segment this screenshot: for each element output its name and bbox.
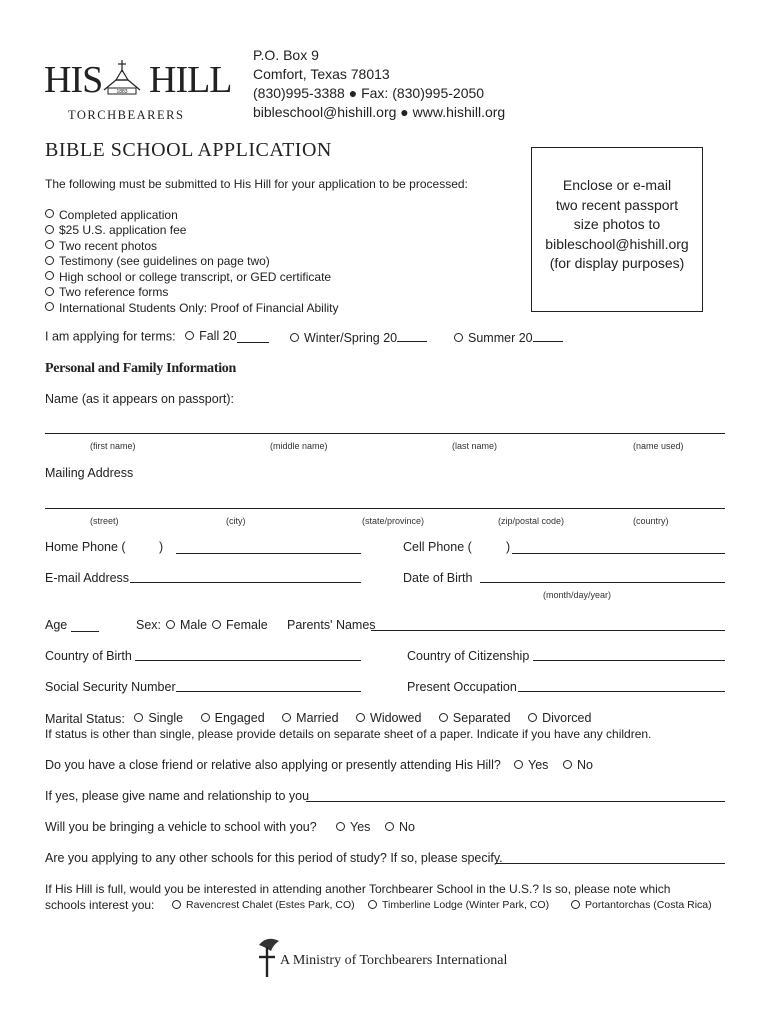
first-name-hint: (first name) [90, 441, 136, 451]
requirement-item[interactable]: Two recent photos [45, 238, 339, 254]
occupation-label: Present Occupation [407, 680, 517, 694]
photo-box-line-5: (for display purposes) [549, 255, 685, 271]
radio-circle-icon[interactable] [356, 713, 365, 722]
citizenship-label: Country of Citizenship [407, 649, 530, 663]
term-summer-option[interactable]: Summer 20 [454, 329, 563, 345]
footer-ministry: A Ministry of Torchbearers International [280, 953, 508, 968]
age-field[interactable] [71, 631, 99, 632]
parents-field[interactable] [371, 630, 725, 631]
ssn-field[interactable] [176, 691, 361, 692]
logo-hill: HILL [149, 59, 232, 101]
requirement-item[interactable]: Testimony (see guidelines on page two) [45, 254, 339, 270]
term-fall-option[interactable]: Fall 20 [185, 329, 269, 343]
friend-yes-option[interactable]: Yes [514, 758, 548, 772]
radio-circle-icon[interactable] [290, 333, 299, 342]
checkbox-circle-icon[interactable] [45, 209, 54, 218]
email-label: E-mail Address [45, 571, 130, 585]
requirement-item[interactable]: Two reference forms [45, 285, 339, 301]
checkbox-circle-icon[interactable] [45, 225, 54, 234]
dob-label: Date of Birth [403, 571, 473, 585]
age-label: Age [45, 618, 68, 632]
radio-circle-icon[interactable] [185, 331, 194, 340]
other-schools-field[interactable] [495, 863, 725, 864]
marital-married-option[interactable]: Married [282, 711, 338, 725]
radio-circle-icon[interactable] [454, 333, 463, 342]
mailing-label: Mailing Address [45, 466, 134, 480]
other-schools-question: Are you applying to any other schools for this period of study? If so, please specify. [45, 851, 503, 865]
radio-circle-icon[interactable] [563, 760, 572, 769]
occupation-field[interactable] [518, 691, 725, 692]
full-question-line-2: schools interest you: [45, 898, 155, 912]
friend-question: Do you have a close friend or relative also applying or presently attending His Hill? [45, 758, 501, 772]
checkbox-circle-icon[interactable] [45, 287, 54, 296]
name-used-hint: (name used) [633, 441, 684, 451]
marital-separated-option[interactable]: Separated [439, 711, 511, 725]
street-hint: (street) [90, 516, 119, 526]
marital-note: If status is other than single, please provide details on separate sheet of a paper. Indicate if you have any children. [45, 727, 652, 741]
female-option[interactable]: Female [212, 618, 268, 632]
radio-circle-icon[interactable] [166, 620, 175, 629]
mailing-address-field[interactable] [45, 508, 725, 509]
friend-no-option[interactable]: No [563, 758, 593, 772]
radio-circle-icon[interactable] [134, 713, 143, 722]
logo-his: HIS [44, 59, 103, 101]
address-line-4: bibleschool@hishill.org ● www.hishill.org [253, 104, 506, 120]
requirements-list [45, 207, 339, 316]
radio-circle-icon[interactable] [514, 760, 523, 769]
radio-circle-icon[interactable] [282, 713, 291, 722]
name-field[interactable] [45, 433, 725, 434]
intro-text: The following must be submitted to His Hill for your application to be processed: [45, 177, 468, 191]
cell-phone-field[interactable] [512, 553, 725, 554]
ssn-label: Social Security Number [45, 680, 176, 694]
address-line-1: P.O. Box 9 [253, 47, 319, 63]
cell-phone-label: Cell Phone ( [403, 540, 472, 554]
marital-widowed-option[interactable]: Widowed [356, 711, 421, 725]
school-timberline-option[interactable]: Timberline Lodge (Winter Park, CO) [368, 899, 549, 911]
radio-circle-icon[interactable] [368, 900, 377, 909]
winter-year-field[interactable] [397, 329, 427, 342]
photo-box-line-2: two recent passport [555, 196, 679, 213]
chapel-icon [100, 58, 144, 98]
country-hint: (country) [633, 516, 669, 526]
radio-circle-icon[interactable] [571, 900, 580, 909]
vehicle-yes-option[interactable]: Yes [336, 820, 370, 834]
radio-circle-icon[interactable] [212, 620, 221, 629]
torch-cross-icon [253, 935, 283, 979]
svg-text:1883: 1883 [116, 89, 128, 95]
photo-box [531, 147, 703, 312]
home-phone-label: Home Phone ( [45, 540, 126, 554]
country-birth-label: Country of Birth [45, 649, 132, 663]
summer-year-field[interactable] [533, 329, 563, 342]
radio-circle-icon[interactable] [201, 713, 210, 722]
vehicle-question: Will you be bringing a vehicle to school with you? [45, 820, 317, 834]
dob-hint: (month/day/year) [543, 590, 612, 600]
photo-box-line-4: bibleschool@hishill.org [545, 235, 689, 252]
photo-box-line-1: Enclose or e-mail [562, 177, 672, 193]
marital-label: Marital Status: [45, 711, 125, 726]
marital-divorced-option[interactable]: Divorced [528, 711, 591, 725]
logo [44, 58, 239, 128]
requirement-item[interactable]: $25 U.S. application fee [45, 223, 339, 239]
sex-label: Sex: [136, 618, 162, 632]
marital-engaged-option[interactable]: Engaged [201, 711, 265, 725]
fall-year-field[interactable] [237, 330, 269, 343]
vehicle-no-option[interactable]: No [385, 820, 415, 834]
terms-label: I am applying for terms: [45, 329, 176, 344]
city-hint: (city) [226, 516, 246, 526]
home-phone-field[interactable] [176, 553, 361, 554]
address-line-3: (830)995-3388 ● Fax: (830)995-2050 [253, 85, 485, 101]
requirement-item[interactable]: International Students Only: Proof of Financial Ability [45, 300, 339, 316]
radio-circle-icon[interactable] [385, 822, 394, 831]
last-name-hint: (last name) [452, 441, 498, 451]
photo-box-line-3: size photos to [573, 216, 661, 232]
address-line-2: Comfort, Texas 78013 [253, 66, 390, 82]
middle-name-hint: (middle name) [270, 441, 328, 451]
school-ravencrest-option[interactable]: Ravencrest Chalet (Estes Park, CO) [172, 899, 355, 911]
school-portantorchas-option[interactable]: Portantorchas (Costa Rica) [571, 899, 712, 911]
checkbox-circle-icon[interactable] [45, 256, 54, 265]
marital-single-option[interactable]: Single [134, 711, 183, 725]
full-question-line-1: If His Hill is full, would you be interested in attending another Torchbearer School in the U.S.? Is so, please note which [45, 882, 671, 896]
logo-torchbearers: TORCHBEARERS [68, 108, 185, 122]
radio-circle-icon[interactable] [336, 822, 345, 831]
section-title: Personal and Family Information [45, 361, 236, 376]
state-hint: (state/province) [362, 516, 425, 526]
address-block [253, 46, 505, 122]
requirement-item[interactable]: Completed application [45, 207, 339, 223]
cell-phone-paren: ) [506, 540, 511, 554]
radio-circle-icon[interactable] [528, 713, 537, 722]
marital-row [45, 711, 605, 726]
home-phone-paren: ) [159, 540, 164, 554]
checkbox-circle-icon[interactable] [45, 240, 54, 249]
country-birth-field[interactable] [135, 660, 361, 661]
citizenship-field[interactable] [533, 660, 725, 661]
radio-circle-icon[interactable] [172, 900, 181, 909]
terms-row [45, 329, 283, 344]
male-option[interactable]: Male [166, 618, 207, 632]
friend-name-label: If yes, please give name and relationship to you [45, 789, 310, 803]
email-field[interactable] [130, 582, 361, 583]
friend-name-field[interactable] [306, 801, 725, 802]
radio-circle-icon[interactable] [439, 713, 448, 722]
checkbox-circle-icon[interactable] [45, 302, 54, 311]
page-title: BIBLE SCHOOL APPLICATION [45, 139, 332, 161]
parents-label: Parents' Names [287, 618, 376, 632]
name-label: Name (as it appears on passport): [45, 392, 234, 406]
dob-field[interactable] [480, 582, 725, 583]
zip-hint: (zip/postal code) [498, 516, 565, 526]
term-winter-option[interactable]: Winter/Spring 20 [290, 329, 427, 345]
requirement-item[interactable]: High school or college transcript, or GED certificate [45, 269, 339, 285]
checkbox-circle-icon[interactable] [45, 271, 54, 280]
